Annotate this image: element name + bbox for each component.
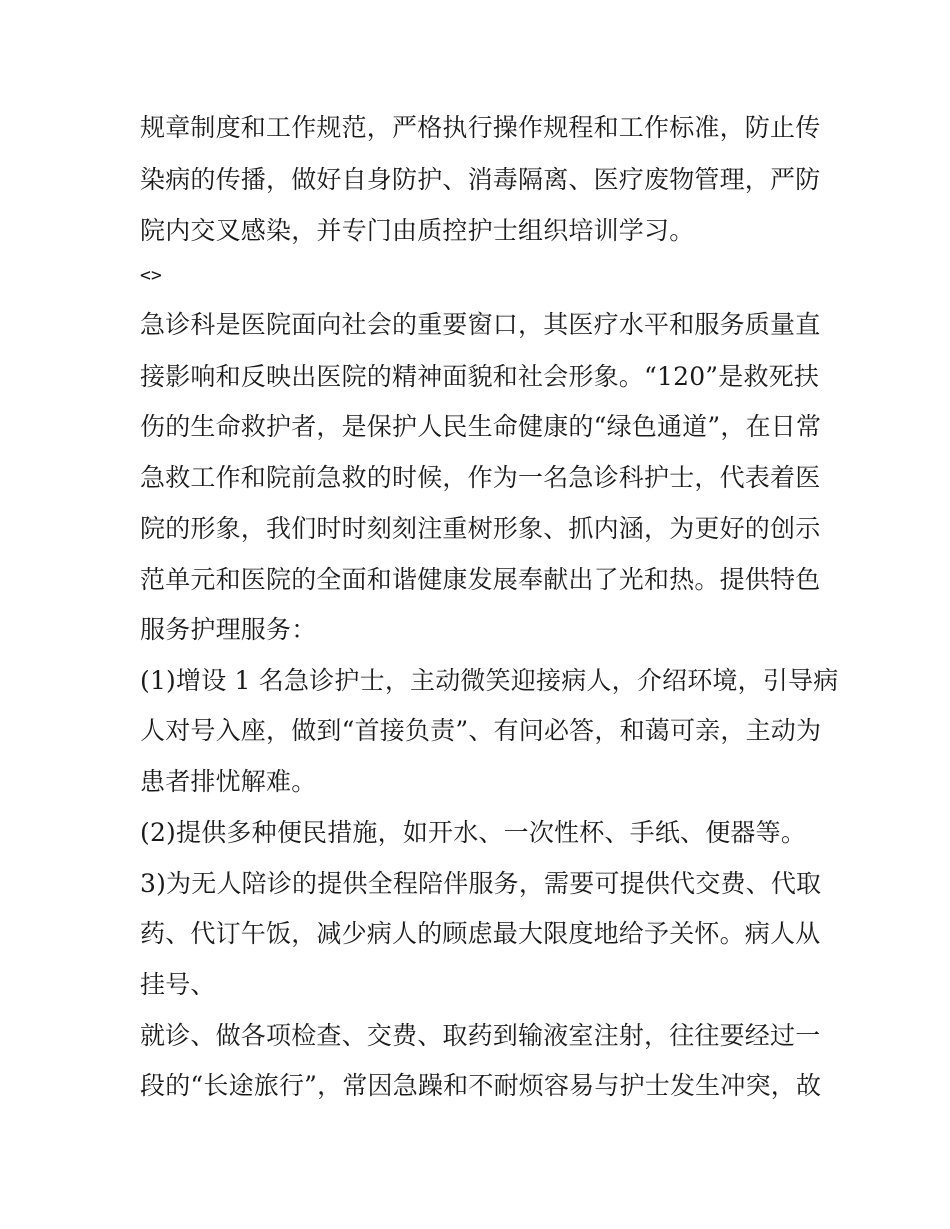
text-line-18: 挂号、 [140, 970, 216, 999]
text-line-9: 院的形象，我们时时刻刻注重树形象、抓内涵，为更好的创示 [140, 514, 821, 543]
text-line-15: (2)提供多种便民措施，如开水、一次性杯、手纸、便器等。 [140, 818, 807, 847]
text-line-20: 段的“长途旅行”，常因急躁和不耐烦容易与护士发生冲突，故 [140, 1071, 822, 1100]
text-line-2: 染病的传播，做好自身防护、消毒隔离、医疗废物管理，严防 [140, 165, 821, 194]
text-line-11: 服务护理服务： [140, 615, 317, 644]
section-marker: <> [140, 265, 163, 286]
text-line-10: 范单元和医院的全面和谐健康发展奉献出了光和热。提供特色 [140, 565, 821, 594]
text-line-1: 规章制度和工作规范，严格执行操作规程和工作标准，防止传 [140, 113, 821, 142]
text-line-3: 院内交叉感染，并专门由质控护士组织培训学习。 [140, 216, 695, 245]
text-line-16: 3)为无人陪诊的提供全程陪伴服务，需要可提供代交费、代取 [140, 869, 822, 898]
text-line-7: 伤的生命救护者，是保护人民生命健康的“绿色通道”，在日常 [140, 412, 822, 441]
text-line-19: 就诊、做各项检查、交费、取药到输液室注射，往往要经过一 [140, 1021, 821, 1050]
text-line-5: 急诊科是医院面向社会的重要窗口，其医疗水平和服务质量直 [140, 310, 821, 339]
text-line-8: 急救工作和院前急救的时候，作为一名急诊科护士，代表着医 [140, 463, 821, 492]
text-line-6: 接影响和反映出医院的精神面貌和社会形象。“120”是救死扶 [140, 362, 820, 391]
text-line-13: 人对号入座，做到“首接负责”、有问必答，和蔼可亲，主动为 [140, 716, 822, 745]
text-line-17: 药、代订午饭，减少病人的顾虑最大限度地给予关怀。病人从 [140, 919, 821, 948]
text-line-12: (1)增设 1 名急诊护士，主动微笑迎接病人，介绍环境，引导病 [140, 666, 839, 695]
text-line-14: 患者排忧解难。 [140, 767, 317, 796]
